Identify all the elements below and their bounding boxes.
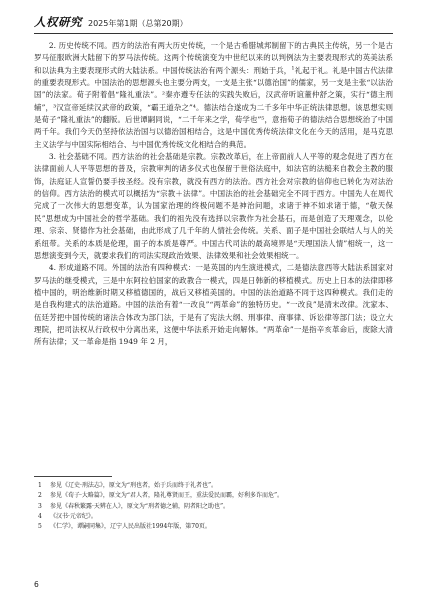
footnote bbox=[34, 522, 393, 532]
footnote bbox=[34, 491, 393, 501]
footnote-number: 3 bbox=[38, 502, 42, 510]
footnote-number: 5 bbox=[38, 523, 42, 531]
issue-info: 2025年第1期（总第20期） bbox=[88, 19, 188, 28]
footnotes bbox=[34, 481, 393, 532]
footnote-text: 《仁学》，谭嗣同集》，辽宁人民出版社1994年版，第70页。 bbox=[50, 523, 211, 531]
footnote-ref-1[interactable]: 1 bbox=[291, 65, 295, 72]
journal-name: 人权研究 bbox=[34, 15, 82, 29]
footnote-number: 4 bbox=[38, 512, 42, 520]
footnote-number: 2 bbox=[38, 492, 42, 500]
footnote bbox=[34, 512, 393, 522]
paragraph-history-text-b: 礼起于礼。礼是中国古代法律的重要表现形式。中国法治的思想源头也主要分两支，一支是主张“以德治国”的儒家，另一支是主张“以法治国”的法家。荀子附着倡“隆礼重法”。²秦亦遵专任法的实践失败后，汉武帝听谊董仲舒之策，实行“德主刑辅”，³汉宣帝延续汉武帝的政策，“霸王道杂之”⁴。德法结合遂成为二千多年中华正统法律思想。该思想实则是荀子“隆礼重法”的翻版。后世谭嗣同说，“二千年来之学，荀学也”⁵，意指荀子的德法结合思想统治了中国两千年。我们今天仍坚持依法治国与以德治国相结合，这是中国优秀传统法律文化在今天的活用，是马克思主义法学与中国实际相结合、与中国优秀传统文化相结合的典范。 bbox=[34, 65, 393, 149]
page-number: 6 bbox=[34, 580, 39, 589]
footnote-text: 参见《荀子·大略篇》，原文为“君人者，隆礼尊贤而王，重法爱民而霸，好利多诈而危”。 bbox=[50, 492, 284, 500]
footnote-text: 《汉书·元帝纪》。 bbox=[50, 512, 97, 520]
footnote bbox=[34, 502, 393, 512]
paragraph-history bbox=[34, 40, 393, 151]
header-divider bbox=[34, 33, 393, 34]
footnote-number: 1 bbox=[38, 482, 42, 489]
running-header bbox=[34, 14, 394, 32]
paragraph-social-basis: 3. 社会基础不同。西方法治的社会基础是宗教。宗教改革后，在上帝面前人人平等的观念促进了西方在法律面前人人平等思想的普及，宗教审判的诸多仪式也保留于世俗法庭中，如法官的法槌来自教会主教的服饰，法庭证人宣誓仍要手按圣经。没有宗教，就没有西方的法治。西方社会对宗教的信仰也已转化为对法治的信仰。西方法治的模式可以概括为“宗教＋法律”。中国法治的社会基础完全不同于西方。中国先人在周代完成了一次伟大的思想变革，认为国家治理的终极问题不是神治问题，求诸于神不如求诸于德，“敬天保民”思想成为中国社会的哲学基础。我们的祖先没有选择以宗教作为社会基石，而是创造了天理观念，以伦理、宗亲、贤德作为社会基础，由此形成了几千年的人情社会传统。关系、面子是中国社会联结人与人的关系纽带。关系的本质是伦理，面子的本质是尊严。中国古代司法的最高境界是“天理国法人情”相统一，这一思想演变到今天，就要求我们的司法实现政治效果、法律效果和社会效果相统一。 bbox=[34, 152, 393, 260]
paragraph-formation-path: 4. 形成道路不同。外国的法治有四种模式：一是英国的内生演进模式，二是德法意西等大陆法系国家对罗马法的继受模式，三是中东阿拉伯国家的政教合一模式，四是日韩新的移植模式。历史上日本的法律即移植中国的，明治维新时期又移植德国的，战后又移植美国的。中国的法治道路不同于这四种模式。我们走的是自我构建式的法治道路。中国的法治有着“一改良”“两革命”的独特历史。“一改良”是清末改律。沈家本、伍廷芳把中国传统的诸法合体改为部门法，于是有了宪法大纲、刑事律、商事律、诉讼律等部门法；设立大理院，把司法权从行政权中分离出来，这便中华法系开始走向解体。“两革命”一是指辛亥革命后，废除大清所有法律；又一革命是指 1949 年 2 月， bbox=[34, 263, 393, 347]
footnote bbox=[34, 481, 393, 491]
article-body bbox=[34, 40, 393, 349]
footnote-text: 参见《辽史·刑法志》，原文为“刑也者，始于兵而终于礼者也”。 bbox=[50, 482, 218, 489]
paragraph-history-text-a: 2. 历史传统不同。西方的法治有两大历史传统，一个是古希腊城邦制留下的古典民主传统，另一个是古罗马征服欧洲大陆留下的罗马法传统。这两个传统演变为中世纪以来的以判例法为主要表现形式的英美法系和以法典为主要表现形式的大陆法系。中国传统法治有两个源头：刑始于兵， bbox=[34, 41, 393, 75]
footnote-text: 参见《春秋繁露·天辨在人》，原文为“刑者德之辅，阴者阳之助也”。 bbox=[50, 502, 230, 510]
footnote-divider bbox=[34, 476, 112, 477]
